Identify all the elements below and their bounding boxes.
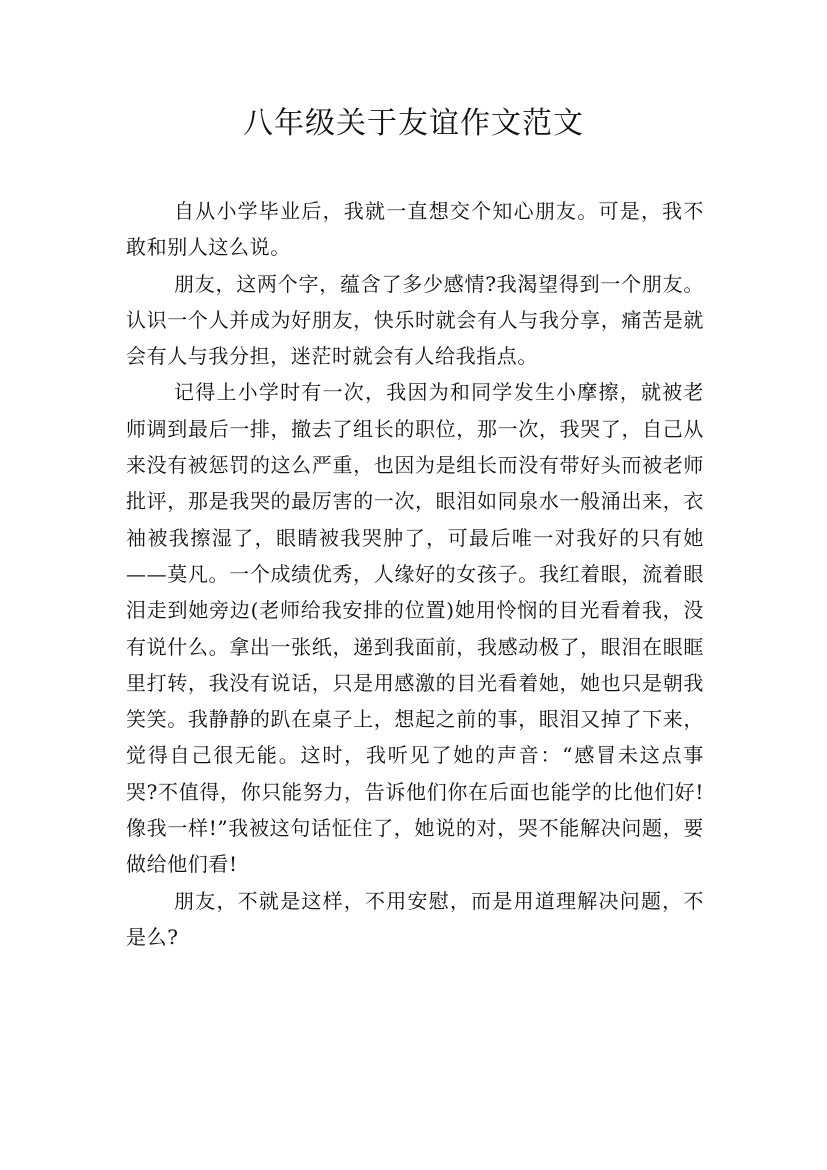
document-title: 八年级关于友谊作文范文 [243, 106, 584, 141]
paragraph-4: 朋友，不就是这样，不用安慰，而是用道理解决问题，不是么? [126, 888, 704, 949]
paragraph-1: 自从小学毕业后，我就一直想交个知心朋友。可是，我不敢和别人这么说。 [126, 199, 704, 260]
document-body [126, 193, 704, 955]
paragraph-3: 记得上小学时有一次，我因为和同学发生小摩擦，就被老师调到最后一排，撤去了组长的职位，那一次，我哭了，自己从来没有被惩罚的这么严重，也因为是组长而没有带好头而被老师批评，那是我哭的最厉害的一次，眼泪如同泉水一般涌出来，衣袖被我擦湿了，眼睛被我哭肿了，可最后唯一对我好的只有她——莫凡。一个成绩优秀，人缘好的女孩子。我红着眼，流着眼泪走到她旁边(老师给我安排的位置)她用怜悯的目光看着我，没有说什么。拿出一张纸，递到我面前，我感动极了，眼泪在眼眶里打转，我没有说话，只是用感激的目光看着她，她也只是朝我笑笑。我静静的趴在桌子上，想起之前的事，眼泪又掉了下来，觉得自己很无能。这时，我听见了她的声音：“感冒未这点事哭?不值得，你只能努力，告诉他们你在后面也能学的比他们好!像我一样!”我被这句话怔住了，她说的对，哭不能解决问题，要做给他们看! [126, 380, 704, 877]
paragraph-2: 朋友，这两个字，蕴含了多少感情?我渴望得到一个朋友。认识一个人并成为好朋友，快乐时就会有人与我分享，痛苦是就会有人与我分担，迷茫时就会有人给我指点。 [126, 271, 704, 369]
